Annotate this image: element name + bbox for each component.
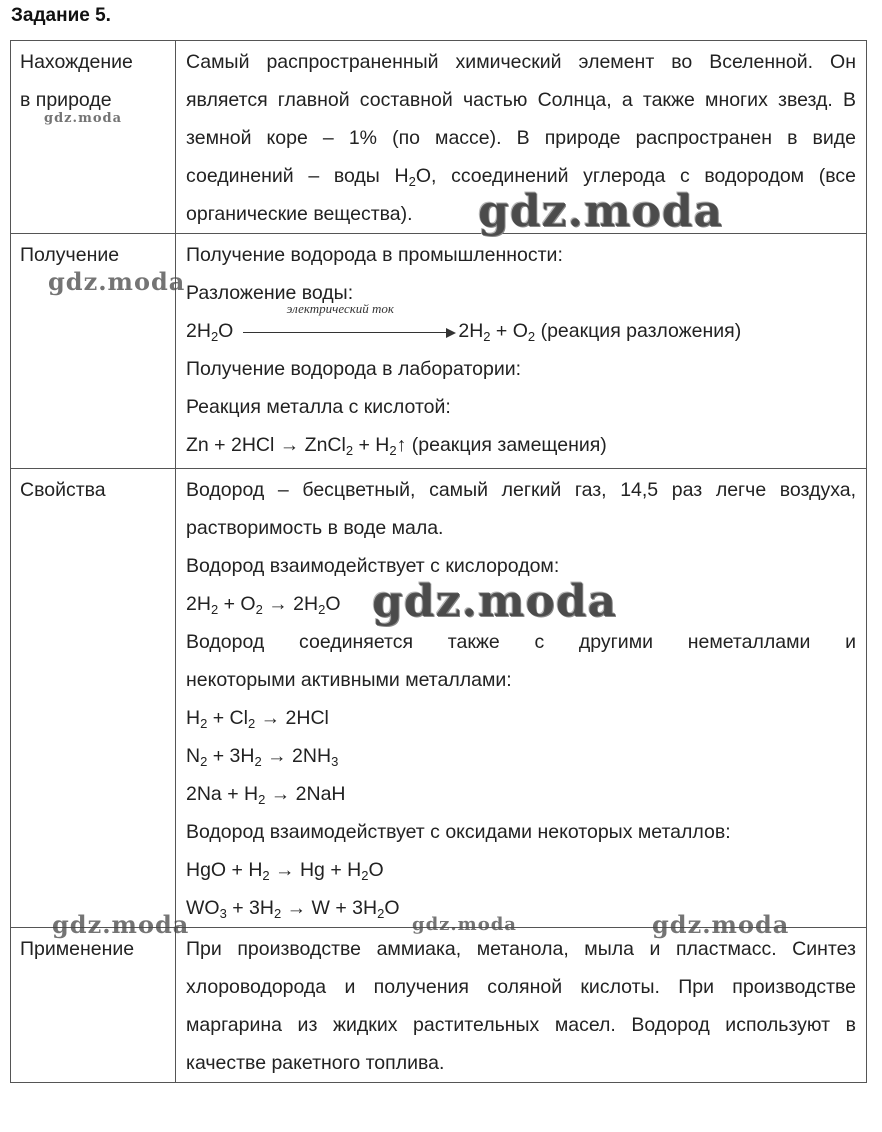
oxygen-heading: Водород взаимодействует с кислородом: bbox=[186, 555, 560, 577]
equation-sodium-hydride: $2Na + H_2 \to 2NaH$ bbox=[186, 783, 346, 807]
equation-tungsten: $WO_3 + 3H_2 \to W + 3H_2O$ bbox=[186, 897, 400, 921]
nature-text-a: Самый распространенный химический элемент во Вселенной. Он является главной составной частью Солнца, а также многих звезд. В земной коре – 1% (по массе). В природе распространен в виде соединений – воды H bbox=[186, 51, 856, 187]
industry-heading: Получение водорода в промышленности: bbox=[186, 244, 563, 266]
row-label-properties: Свойства bbox=[11, 469, 176, 928]
hydrogen-table bbox=[10, 40, 867, 1083]
properties-content bbox=[176, 469, 867, 928]
watermark-large-2: gdz.moda bbox=[372, 576, 618, 627]
decomposition-note: (реакция разложения) bbox=[540, 320, 742, 342]
watermark-mid-1: gdz.moda bbox=[48, 267, 186, 296]
decomposition-heading: Разложение воды: bbox=[186, 282, 354, 304]
equation-ammonia: $N_2 + 3H_2 \to 2NH_3$ bbox=[186, 745, 339, 769]
nature-text bbox=[176, 41, 867, 234]
lab-heading: Получение водорода в лаборатории: bbox=[186, 358, 522, 380]
label-line-1: Нахождение bbox=[20, 51, 133, 73]
watermark-small-2: gdz.moda bbox=[412, 914, 517, 935]
nonmetals-line-1: Водород соединяется также с другими неметаллами и bbox=[186, 631, 856, 653]
row-label-nature bbox=[11, 41, 176, 234]
watermark-mid-3: gdz.moda bbox=[652, 910, 790, 939]
equation-water-synthesis: $2H_2 + O_2 \to 2H_2O$ bbox=[186, 593, 341, 617]
nonmetals-line-2: некоторыми активными металлами: bbox=[186, 669, 512, 691]
row-label-obtaining: Получение bbox=[11, 234, 176, 469]
equation-mercury: HgO + $H_2 \to Hg + H_2O$ bbox=[186, 859, 384, 883]
task-title: Задание 5. bbox=[11, 5, 111, 26]
table-row-obtaining bbox=[11, 234, 867, 469]
reaction-arrow bbox=[243, 300, 458, 342]
watermark-large-1: gdz.moda bbox=[478, 186, 724, 237]
oxides-heading: Водород взаимодействует с оксидами некоторых металлов: bbox=[186, 821, 731, 843]
water-subscript: 2 bbox=[408, 174, 416, 189]
row-label-application: Применение bbox=[11, 928, 176, 1083]
table-row-properties bbox=[11, 469, 867, 928]
application-text: При производстве аммиака, метанола, мыла и пластмасс. Синтез хлороводорода и получения соляной кислоты. При производстве маргарина из жидких растительных масел. Водород используют в качестве ракетного топлива. bbox=[176, 928, 867, 1083]
table-row-nature bbox=[11, 41, 867, 234]
substitution-note: (реакция замещения) bbox=[411, 434, 607, 456]
arrow-condition-label: электрический ток bbox=[286, 300, 395, 316]
watermark-mid-2: gdz.moda bbox=[52, 910, 190, 939]
obtaining-content bbox=[176, 234, 867, 469]
properties-description: Водород – бесцветный, самый легкий газ, 14,5 раз легче воздуха, растворимость в воде мала. bbox=[186, 479, 856, 539]
equation-zinc-acid: Zn + 2HCl → ZnCl$_2$ + $H_2↑$ (реакция замещения) bbox=[186, 434, 607, 458]
watermark-small-1: gdz.moda bbox=[44, 111, 123, 126]
label-line-2: в природе bbox=[20, 89, 112, 111]
equation-hcl: $H_2 + Cl_2 \to 2HCl$ bbox=[186, 707, 329, 731]
equation-water-decomposition: $2H_2O$ электрический ток $2H_2 + O_2$ (реакция разложения) bbox=[186, 300, 742, 344]
table-row-application bbox=[11, 928, 867, 1083]
nature-text-b: O, ссоединений углерода с водородом (все органические вещества). bbox=[186, 165, 856, 225]
metal-acid-heading: Реакция металла с кислотой: bbox=[186, 396, 451, 418]
